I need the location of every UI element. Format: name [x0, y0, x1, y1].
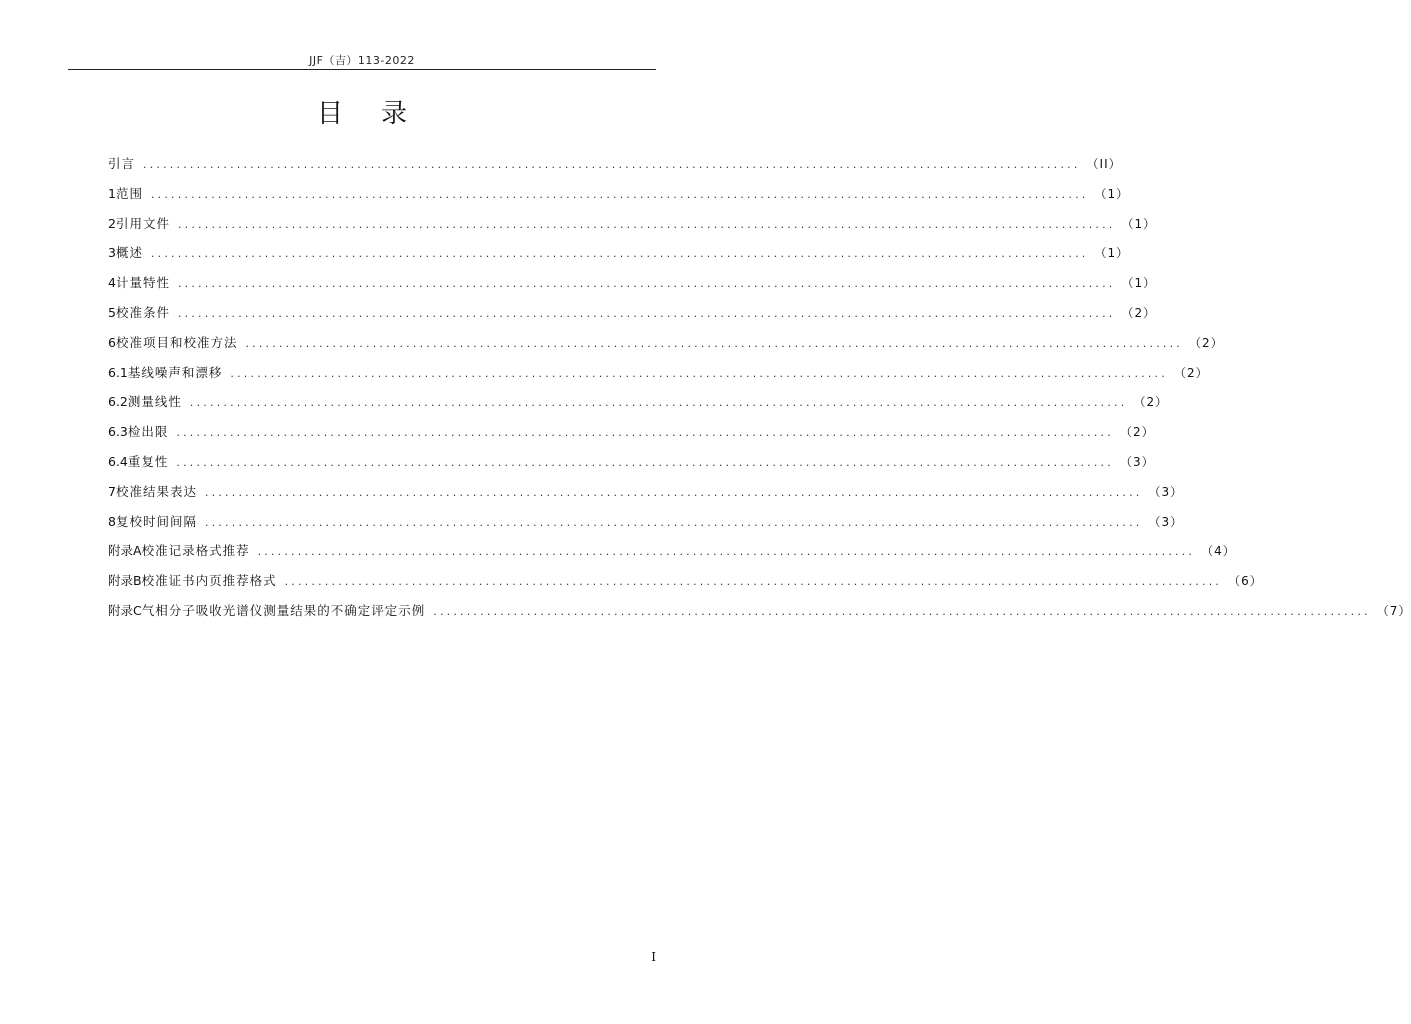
toc-entry-number: 附录B: [108, 573, 142, 589]
page-title: 目录: [316, 99, 445, 129]
toc-leader-dots: ............................................................................................................................................: [245, 336, 1183, 350]
toc-entry-page: （6）: [1228, 574, 1263, 589]
toc-entry-label: 重复性: [127, 453, 169, 469]
toc-entry-number: 附录A: [108, 543, 142, 559]
toc-entry-page: （2）: [1189, 335, 1224, 350]
toc-entry-label: 校准结果表达: [115, 483, 197, 499]
toc-entry-label: 校准项目和校准方法: [115, 334, 238, 350]
table-of-contents: [108, 154, 1411, 631]
toc-entry-page: （3）: [1119, 454, 1155, 469]
toc-leader-dots: ............................................................................................................................................: [204, 485, 1143, 499]
toc-entry-number: 1: [108, 185, 116, 201]
toc-entry-page: （2）: [1133, 395, 1169, 410]
toc-leader-dots: ............................................................................................................................................: [433, 604, 1371, 618]
toc-entry[interactable]: [108, 273, 1157, 303]
toc-leader-dots: ............................................................................................................................................: [257, 545, 1196, 559]
toc-entry[interactable]: [108, 184, 1130, 214]
toc-entry-label: 概述: [115, 245, 143, 261]
toc-entry-number: 7: [108, 483, 116, 499]
toc-entry[interactable]: [108, 571, 1263, 601]
toc-entry-page: （1）: [1094, 186, 1130, 201]
document-code: JJF（吉）113-2022: [309, 54, 415, 67]
toc-entry-label: 气相分子吸收光谱仪测量结果的不确定评定示例: [141, 602, 426, 618]
toc-entry-number: 6.4: [108, 453, 128, 469]
toc-entry[interactable]: [108, 363, 1209, 393]
toc-entry-number: 8: [108, 513, 116, 529]
toc-entry[interactable]: [108, 392, 1169, 422]
toc-entry-label: 基线噪声和漂移: [127, 364, 223, 380]
toc-entry-label: 校准证书内页推荐格式: [141, 573, 277, 589]
toc-entry-page: （1）: [1121, 216, 1157, 231]
toc-entry-page: （4）: [1201, 544, 1236, 559]
toc-entry[interactable]: [108, 482, 1184, 512]
toc-entry[interactable]: [108, 154, 1122, 184]
toc-entry-label: 校准记录格式推荐: [141, 543, 250, 559]
toc-leader-dots: ............................................................................................................................................: [189, 396, 1128, 410]
toc-entry[interactable]: [108, 422, 1155, 452]
toc-entry[interactable]: [108, 333, 1224, 363]
toc-entry-label: 范围: [115, 185, 143, 201]
toc-entry-label: 检出限: [127, 424, 169, 440]
toc-entry-number: 6.3: [108, 424, 128, 440]
toc-leader-dots: ............................................................................................................................................: [150, 187, 1089, 201]
toc-entry-label: 复校时间间隔: [115, 513, 197, 529]
toc-entry[interactable]: [108, 512, 1184, 542]
toc-entry-label: 校准条件: [115, 304, 170, 320]
toc-entry-page: （2）: [1173, 365, 1209, 380]
header-rule: [68, 69, 656, 70]
toc-leader-dots: ............................................................................................................................................: [177, 217, 1116, 231]
toc-entry-page: （1）: [1094, 246, 1130, 261]
toc-entry-number: 6.2: [108, 394, 128, 410]
toc-entry-number: 6.1: [108, 364, 128, 380]
toc-entry[interactable]: [108, 243, 1130, 273]
toc-entry[interactable]: [108, 541, 1236, 571]
toc-leader-dots: ............................................................................................................................................: [176, 455, 1114, 469]
toc-entry-number: 附录C: [108, 602, 142, 618]
toc-leader-dots: ............................................................................................................................................: [143, 158, 1081, 171]
toc-entry-number: 4: [108, 275, 116, 291]
toc-entry-number: 3: [108, 245, 116, 261]
toc-entry[interactable]: [108, 452, 1155, 482]
toc-entry-page: （2）: [1119, 425, 1155, 440]
toc-entry-number: 6: [108, 334, 116, 350]
toc-leader-dots: ............................................................................................................................................: [177, 277, 1116, 291]
toc-entry-page: （3）: [1148, 484, 1184, 499]
toc-entry-label: 引言: [108, 156, 136, 171]
toc-entry-page: （3）: [1148, 514, 1184, 529]
toc-entry-page: （7）: [1376, 603, 1411, 618]
toc-leader-dots: ............................................................................................................................................: [230, 366, 1168, 380]
toc-leader-dots: ............................................................................................................................................: [177, 306, 1116, 320]
toc-entry-label: 计量特性: [115, 275, 170, 291]
toc-entry-label: 测量线性: [127, 394, 182, 410]
toc-entry-page: （2）: [1121, 305, 1157, 320]
toc-leader-dots: ............................................................................................................................................: [176, 426, 1114, 440]
toc-leader-dots: ............................................................................................................................................: [150, 247, 1089, 261]
page-number: I: [651, 950, 656, 964]
toc-leader-dots: ............................................................................................................................................: [284, 575, 1223, 589]
toc-entry-number: 2: [108, 215, 116, 231]
toc-entry-page: （1）: [1121, 276, 1157, 291]
toc-entry[interactable]: [108, 214, 1157, 244]
toc-entry-number: 5: [108, 304, 116, 320]
toc-entry[interactable]: [108, 601, 1411, 631]
toc-leader-dots: ............................................................................................................................................: [204, 515, 1143, 529]
toc-entry[interactable]: [108, 303, 1157, 333]
toc-entry-page: （II）: [1086, 157, 1122, 171]
toc-entry-label: 引用文件: [115, 215, 170, 231]
